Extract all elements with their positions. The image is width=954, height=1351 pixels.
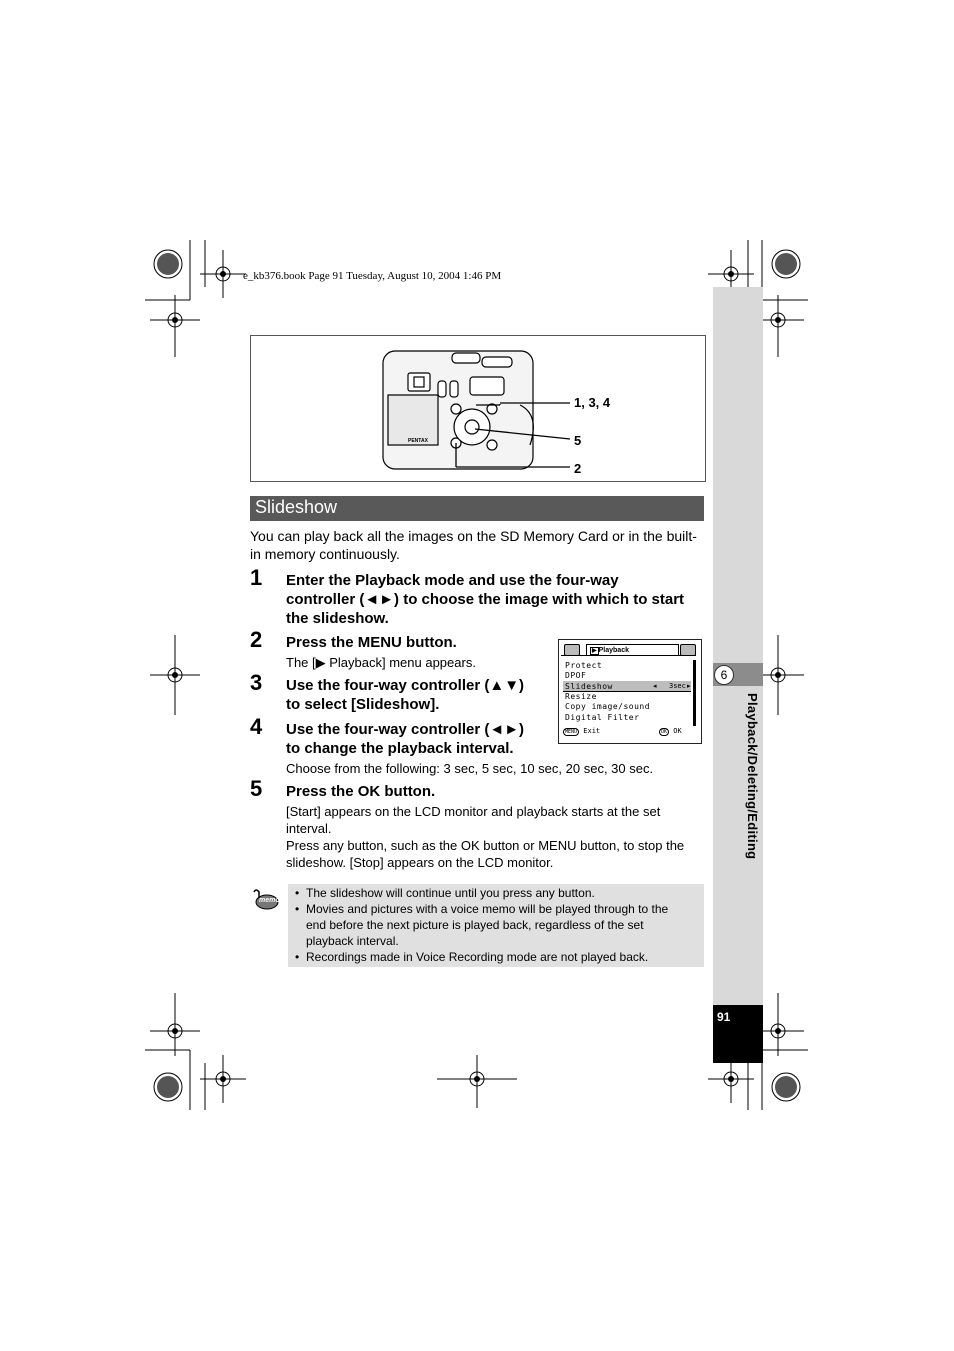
section-title: Slideshow: [255, 497, 338, 517]
step-heading-line: to select [Slideshow].: [286, 696, 440, 713]
lcd-menu-item: Copy image/sound: [565, 702, 651, 711]
lcd-menu-item-selected: Slideshow: [565, 682, 613, 691]
page-number: 91: [717, 1010, 731, 1024]
right-arrow-icon: ▸: [687, 683, 691, 690]
lcd-menu-item: Protect: [565, 661, 603, 670]
chapter-title: Playback/Deleting/Editing: [745, 693, 760, 860]
callout-2: 2: [574, 461, 582, 476]
step-heading-line: Press the MENU button.: [286, 634, 457, 651]
step-note-line: [Start] appears on the LCD monitor and playback starts at the set: [286, 804, 661, 819]
lcd-scrollbar: [693, 660, 696, 726]
step-note: The [▶ Playback] menu appears.: [286, 655, 476, 670]
step-note-line: slideshow. [Stop] appears on the LCD monitor.: [286, 855, 554, 870]
memo-icon: [250, 886, 280, 912]
memo-item-line: Recordings made in Voice Recording mode are not played back.: [306, 950, 649, 964]
lcd-menu-item: Digital Filter: [565, 713, 640, 722]
step-heading-line: Press the OK button.: [286, 783, 436, 800]
step-heading-line: to change the playback interval.: [286, 740, 514, 757]
step-note-line: interval.: [286, 821, 332, 836]
lcd-menu-item: Resize: [565, 692, 597, 701]
chapter-number: 6: [714, 665, 734, 685]
step-number: 5: [250, 776, 263, 801]
playback-tab: ▶ Playback: [586, 644, 679, 656]
ok-key-icon: OK: [661, 729, 668, 735]
camera-back-illustration: [380, 345, 620, 480]
lcd-menu-item: DPOF: [565, 671, 587, 680]
lcd-footer-ok: OK OK: [661, 727, 682, 735]
memo-item-line: The slideshow will continue until you press any button.: [306, 886, 595, 900]
step-note-line: Press any button, such as the OK button or MENU button, to stop the: [286, 838, 685, 853]
step-number: 3: [250, 670, 263, 695]
left-arrow-icon: ◂: [653, 683, 657, 690]
section-intro: You can play back all the images on the SD Memory Card or in the built-in memory continuously.: [250, 528, 697, 562]
step-heading-line: controller (◄►) to choose the image with which to start: [286, 591, 685, 608]
step-heading-line: Use the four-way controller (▲▼): [286, 677, 525, 694]
print-header: e_kb376.book Page 91 Tuesday, August 10, 2004 1:46 PM: [243, 270, 502, 282]
lcd-menu-screen: [558, 639, 702, 744]
memo-icon-label: memo: [259, 897, 280, 904]
camera-brand: PENTAX: [408, 438, 428, 444]
step-note: Choose from the following: 3 sec, 5 sec, 10 sec, 20 sec, 30 sec.: [286, 761, 654, 776]
lcd-slideshow-value: 3sec: [669, 682, 686, 690]
memo-item-line: Movies and pictures with a voice memo will be played through to the: [306, 902, 669, 916]
callout-5: 5: [574, 433, 582, 448]
step-number: 2: [250, 627, 263, 652]
step-heading-line: Enter the Playback mode and use the four-way: [286, 572, 619, 589]
memo-box: • The slideshow will continue until you press any button. • Movies and pictures with a voice memo will be played through to the end before the next picture is played back, regardless of the set playback interval. • Recordings made in Voice Recording mode are not played back.: [288, 884, 704, 967]
play-icon: ▶: [592, 648, 597, 654]
lcd-footer-exit: MENU Exit: [565, 727, 601, 735]
step-heading-line: the slideshow.: [286, 610, 389, 627]
step-number: 1: [250, 565, 263, 590]
memo-item-line: playback interval.: [306, 934, 399, 948]
menu-key-icon: MENU: [565, 729, 578, 735]
memo-item-line: end before the next picture is played back, regardless of the set: [306, 918, 644, 932]
step-heading-line: Use the four-way controller (◄►): [286, 721, 525, 738]
step-number: 4: [250, 714, 263, 739]
callout-1-3-4: 1, 3, 4: [574, 395, 611, 410]
